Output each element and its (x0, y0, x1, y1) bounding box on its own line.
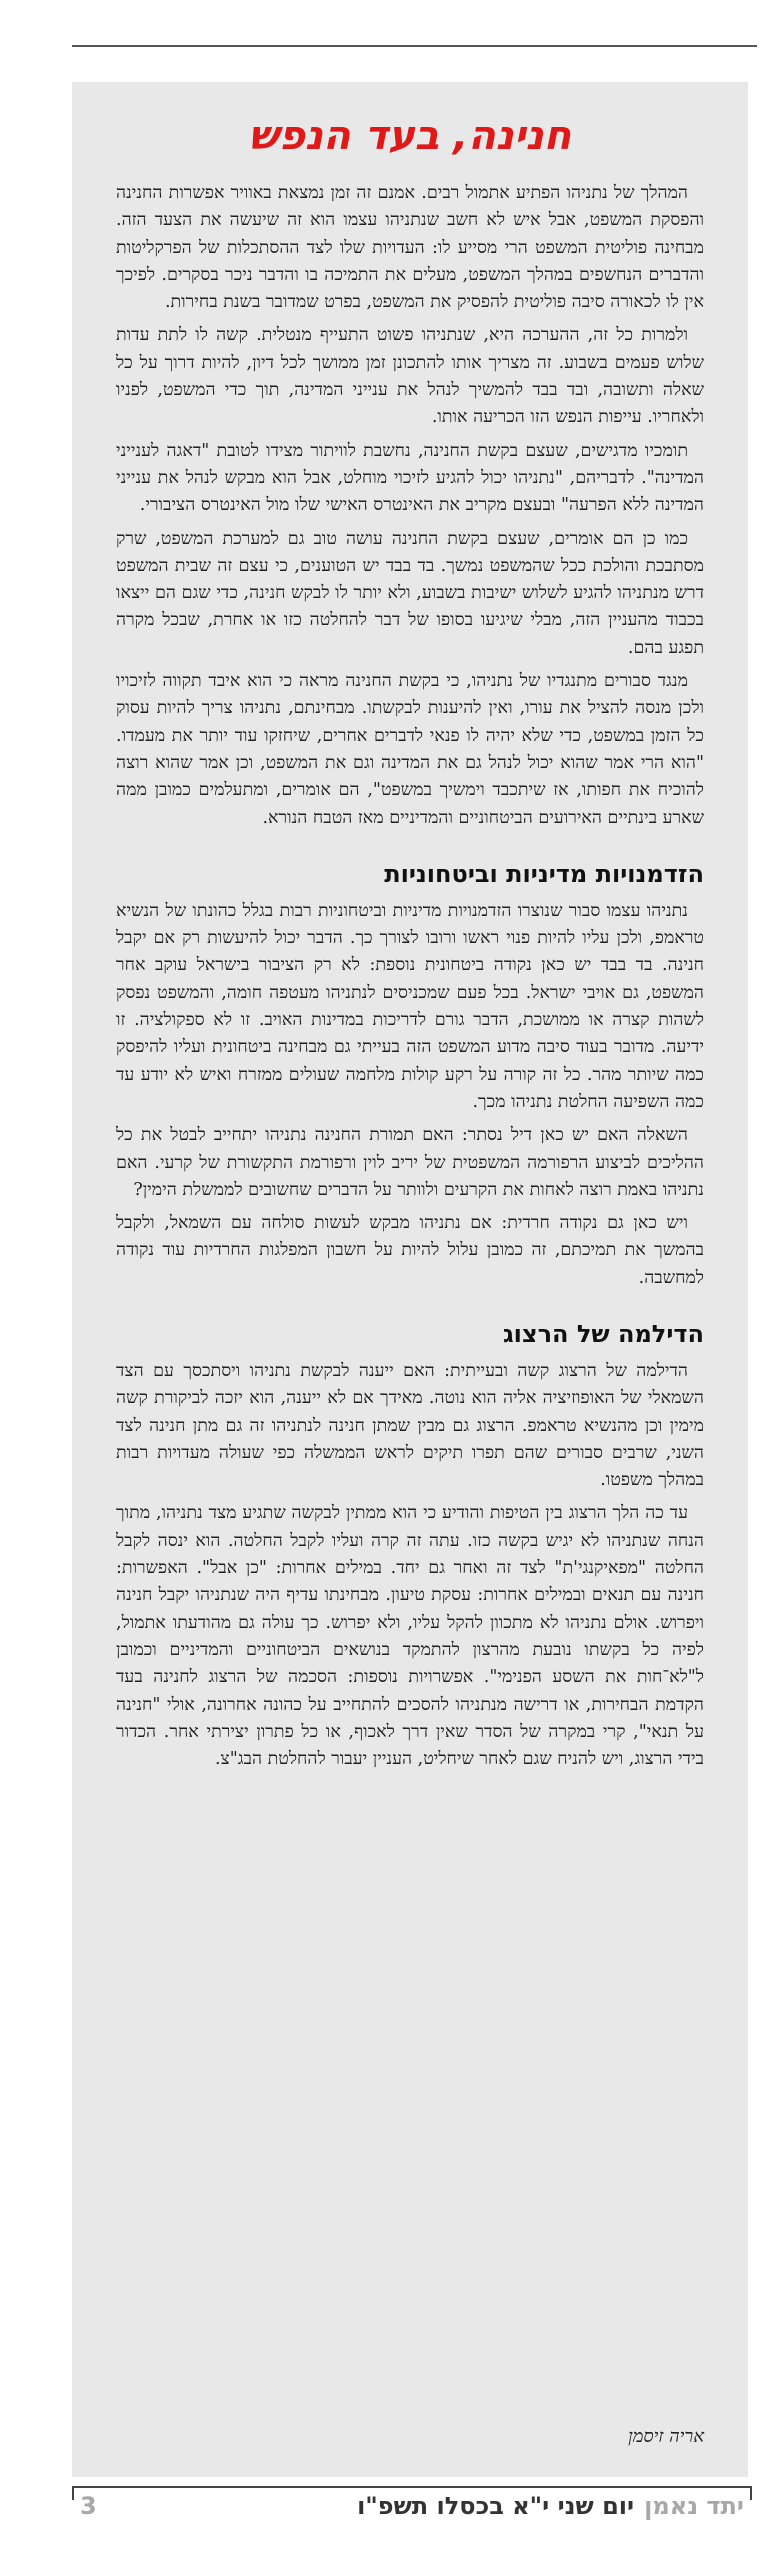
article-paragraph: נתניהו עצמו סבור שנוצרו הזדמנויות מדיניות וביטחוניות רבות בגלל כהונתו של הנשיא טראמפ, ולכן עליו להיות פנוי ראשו ורובו לצורך כך. הדבר יכול להיעשות רק אם יקבל חנינה. בד בבד יש כאן נקודה ביטחונית נוספת: לא רק הציבור בישראל עוקב אחר המשפט, גם אויבי ישראל. בכל פעם שמכניסים לנתניהו מעטפה חומה, והמשפט נפסק לשהות קצרה או ממושכת, הדבר גורם לדריכות במדינות האויב. זו לא ספקולציה. זו ידיעה. מדובר בעוד סיבה מדוע המשפט הזה בעייתי גם מבחינה ביטחונית ועליו להיפסק כמה שיותר מהר. כל זה קורה על רקע קולות מלחמה שעולים ממזרח ואיש לא יודע עד כמה השפיעה החלטת נתניהו מכך. (116, 900, 704, 1112)
newspaper-name: יתד נאמן (644, 2492, 744, 2520)
footer-content (357, 2492, 752, 2520)
article-paragraph: ויש כאן גם נקודה חרדית: אם נתניהו מבקש לעשות סולחה עם השמאל, ולקבל בהמשך את תמיכתם, זה כמובן עלול להיות על חשבון המפלגות החרדיות עוד נקודה למחשבה. (116, 1213, 704, 1288)
top-divider (72, 45, 757, 47)
section-heading: הדילמה של הרצוג (502, 1319, 704, 1348)
article-paragraph: מנגד סבורים מתנגדיו של נתניהו, כי בקשת החנינה מראה כי הוא איבד תקווה לזיכויו ולכן מנסה להציל את עורו, ואין להיענות לבקשתו. מבחינתם, נתניהו צריך להיות עסוק כל הזמן במשפט, כדי שלא יהיה לו פנאי לדברים אחרים, שיחזקו עוד יותר את מעמדו. "הוא הרי אמר שהוא יכול לנהל גם את המדינה וגם את המשפט, וכן אמר שהוא רוצה להוכיח את חפותו, אז שיתכבד וימשיך במשפט", הם אומרים, ומתעלמים כמובן ממה שארע בינתיים האירועים הביטחוניים והמדיניים מאז הטבח הנורא. (116, 671, 704, 828)
article-paragraph: ולמרות כל זה, ההערכה היא, שנתניהו פשוט התעייף מנטלית. קשה לו לתת עדות שלוש פעמים בשבוע. זה מצריך אותו להתכונן זמן ממושך לכל דיון, להיות דרוך על כל שאלה ותשובה, ובד בבד להמשיך לנהל את ענייני המדינה, תוך כדי המשפט, לפניו ולאחריו. עייפות הנפש הזו הכריעה אותו. (116, 325, 704, 428)
section-opportunities (116, 858, 704, 1292)
section-heading: הזדמנויות מדיניות וביטחוניות (384, 859, 704, 888)
article-box (72, 82, 748, 2477)
issue-date: יום שני י"א בכסלו תשפ"ו (357, 2492, 635, 2520)
article-paragraph: תומכיו מדגישים, שעצם בקשת החנינה, נחשבת לוויתור מצידו לטובת "דאגה לענייני המדינה". לדבריהם, "נתניהו יכול להגיע לזיכוי מוחלט, אבל הוא מבקש לנהל את ענייני המדינה ללא הפרעה" ובעצם מקריב את האינטרס האישי שלו מול האינטרס הציבורי. (116, 440, 704, 516)
author-byline: אריה זיסמן (628, 2426, 704, 2447)
page-footer (72, 2486, 752, 2526)
page-number: 3 (80, 2492, 97, 2520)
article-title: חנינה, בעד הנפש (248, 113, 572, 159)
article-paragraph: כמו כן הם אומרים, שעצם בקשת החנינה עושה טוב גם למערכת המשפט, שרק מסתבכת והולכת ככל שהמשפט נמשך. בד בבד יש הטוענים, כי עצם זה שבית המשפט דרש מנתניהו להגיע לשלוש ישיבות בשבוע, ולא יותר לו לבקש חנינה, כדי שגם הם ייצאו בכבוד מהעניין הזה, מבלי שיגיעו בסופו של דבר להחלטה כזו או אחרת, שבכל מקרה תפגע בהם. (116, 528, 704, 658)
article-paragraph: המהלך של נתניהו הפתיע אתמול רבים. אמנם זה זמן נמצאת באוויר אפשרות החנינה והפסקת המשפט, אבל איש לא חשב שנתניהו עצמו הוא זה שיעשה את הצעד הזה. מבחינה פוליטית המשפט הרי מסייע לו: העדויות שלו לצד ההסתכלות של הפרקליטות והדברים הנחשפים במהלך המשפט, מעלים את התמיכה בו והדבר ניכר בסקרים. לפיכך אין לו לכאורה סיבה פוליטית להפסיק את המשפט, בפרט שמדובר בשנת בחירות. (116, 183, 704, 313)
article-paragraph: השאלה האם יש כאן דיל נסתר: האם תמורת החנינה נתניהו יתחייב לבטל את כל ההליכים לביצוע הרפורמה המשפטית של יריב לוין ורפורמת התקשורת של קרעי. האם נתניהו באמת רוצה לאחות את הקרעים ולוותר על הדברים שחשובים לממשלת הימין? (116, 1125, 704, 1200)
article-paragraph: הדילמה של הרצוג קשה ובעייתית: האם ייענה לבקשת נתניהו ויסתכסך עם הצד השמאלי של האופוזיציה אליה הוא נוטה. מאידך אם לא ייענה, הוא יזכה לביקורת קשה מימין וכן מהנשיא טראמפ. הרצוג גם מבין שמתן חנינה לנתניהו זה גם מתן חנינה לצד השני, שרבים סבורים שהם תפרו תיקים לראש הממשלה כפי שעולה מעדויות רבות במהלך משפטו. (116, 1360, 704, 1491)
section-herzog-dilemma (116, 1318, 704, 1773)
article-paragraph: עד כה הלך הרצוג בין הטיפות והודיע כי הוא ממתין לבקשה שתגיע מצד נתניהו, מתוך הנחה שנתניהו לא יגיש בקשה כזו. עתה זה קרה ועליו לקבל החלטה. הוא ינסה לקבל החלטה "מפאיקנגי'ת" לצד זה ואחר גם יחד. במילים אחרות: "כן אבל". האפשרות: חנינה עם תנאים ובמילים אחרות: עסקת טיעון. מבחינתו עדיף היה שנתניהו יקבל חנינה ויפרוש. אולם נתניהו לא מתכוון להקל עליו, ולא יפרוש. כך עולה גם מהודעתו אתמול, לפיה כל בקשתו נובעת מהרצון להתמקד בנושאים הביטחוניים והמדיניים וכמובן ל"לא־חות את השסע הפנימי". אפשרויות נוספות: הסכמה של הרצוג לחנינה בעד הקדמת הבחירות, או דרישה מנתניהו להסכים להתחייב על כהונה אחרונה, אולי "חנינה על תנאי", קרי במקרה של הסדר שאין דרך לאכוף, או כל פתרון יצירתי אחר. הכדור בידי הרצוג, ויש להניח שגם לאחר שיחליט, העניין יעבור להחלטת הבג"צ. (116, 1503, 704, 1770)
